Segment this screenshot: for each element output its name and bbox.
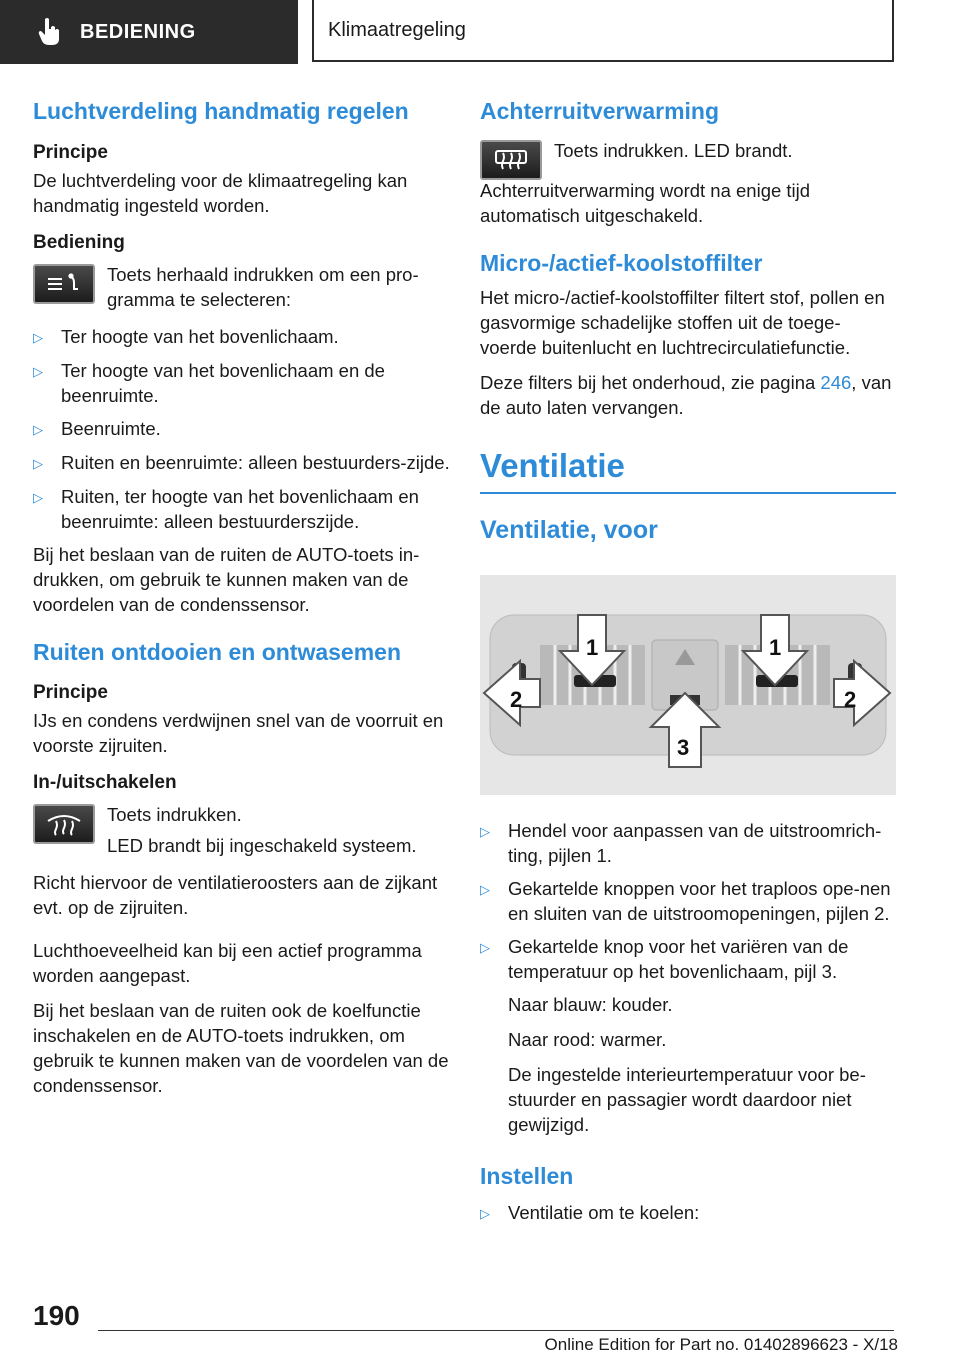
auto-text: Bij het beslaan van de ruiten de AUTO-toets in-drukken, om gebruik te kunnen maken van de voordelen van de condenssensor. bbox=[33, 543, 420, 615]
edition-text: Online Edition for Part no. 01402896623 - X/18 bbox=[544, 1335, 898, 1354]
sub-paragraph: De ingestelde interieurtemperatuur voor be-stuurder en passagier wordt daardoor niet gewijzigd. bbox=[508, 1063, 866, 1135]
triangle-bullet-icon: ▷ bbox=[33, 489, 43, 505]
instellen-list bbox=[480, 1200, 896, 1226]
triangle-bullet-icon: ▷ bbox=[480, 939, 490, 955]
inuit-heading: In-/uitschakelen bbox=[33, 772, 177, 794]
arrow-label-2: 2 bbox=[844, 686, 857, 712]
heading-ruiten-ontdooien: Ruiten ontdooien en ontwasemen bbox=[33, 638, 402, 665]
heading-koolstoffilter: Micro-/actief-koolstoffilter bbox=[480, 249, 763, 276]
rear-line1: Toets indrukken. LED brandt. bbox=[554, 139, 793, 161]
principe-text: De luchtverdeling voor de klimaatregeling kan handmatig ingesteld worden. bbox=[33, 169, 408, 216]
rear-defrost-button-row bbox=[480, 138, 896, 180]
list-item: ▷ Gekartelde knoppen voor het traploos ope-nen en sluiten van de uitstroomopeningen, pijlen 2. bbox=[480, 877, 891, 924]
list-item: ▷ Ruiten en beenruimte: alleen bestuurders-zijde. bbox=[33, 450, 451, 476]
heading-luchtverdeling: Luchtverdeling handmatig regelen bbox=[33, 98, 409, 124]
sub-paragraph: Naar blauw: kouder. bbox=[508, 993, 673, 1015]
triangle-bullet-icon: ▷ bbox=[33, 455, 43, 471]
triangle-bullet-icon: ▷ bbox=[33, 363, 43, 379]
heading-ventilatie-voor: Ventilatie, voor bbox=[480, 515, 658, 544]
principe2-text: IJs en condens verdwijnen snel van de voorruit en voorste zijruiten. bbox=[33, 710, 444, 757]
heading-instellen: Instellen bbox=[480, 1162, 574, 1189]
paragraph: Richt hiervoor de ventilatieroosters aan de zijkant evt. op de zijruiten. bbox=[33, 872, 438, 919]
triangle-bullet-icon: ▷ bbox=[33, 421, 43, 437]
section-label: BEDIENING bbox=[80, 20, 196, 43]
list-item: ▷ Ter hoogte van het bovenlichaam. bbox=[33, 324, 451, 350]
triangle-bullet-icon: ▷ bbox=[33, 329, 43, 345]
chapter-label: Klimaatregeling bbox=[328, 18, 466, 41]
chapter-title: Ventilatie bbox=[480, 447, 625, 485]
inuit-line1: Toets indrukken. bbox=[107, 804, 242, 826]
airflow-button-row bbox=[33, 262, 451, 318]
defrost-button-row bbox=[33, 802, 451, 864]
arrow-label-1: 1 bbox=[586, 634, 599, 660]
principe2-heading: Principe bbox=[33, 682, 108, 704]
filter-text: Het micro-/actief-koolstoffilter filtert stof, pollen en gasvormige schadelijke stoffen uit de toege-voerde buitenlucht en luchtrecirculatiefunctie. bbox=[480, 287, 885, 359]
list-item: ▷ Beenruimte. bbox=[33, 416, 451, 442]
heading-achterruitverwarming: Achterruitverwarming bbox=[480, 98, 720, 124]
bediening-text: Toets herhaald indrukken om een pro-gramma te selecteren: bbox=[107, 263, 419, 310]
airflow-button-icon bbox=[33, 264, 95, 304]
rear-window-defrost-icon bbox=[480, 140, 542, 180]
paragraph: Luchthoeveelheid kan bij een actief programma worden aangepast. bbox=[33, 940, 422, 987]
chapter-divider bbox=[480, 492, 896, 494]
front-vents-photo bbox=[480, 575, 896, 795]
bediening-heading: Bediening bbox=[33, 231, 125, 253]
paragraph: Bij het beslaan van de ruiten ook de koelfunctie inschakelen en de AUTO-toets indrukken, om gebruik te kunnen maken van de voordelen van de condenssensor. bbox=[33, 1000, 449, 1097]
triangle-bullet-icon: ▷ bbox=[480, 823, 490, 839]
list-item: ▷ Ruiten, ter hoogte van het bovenlichaam en beenruimte: alleen bestuurderszijde. bbox=[33, 485, 419, 532]
inuit-line2: LED brandt bij ingeschakeld systeem. bbox=[107, 835, 417, 857]
hand-pointer-icon bbox=[30, 12, 70, 52]
vent-controls-list bbox=[480, 818, 896, 984]
triangle-bullet-icon: ▷ bbox=[480, 881, 490, 897]
list-item: ▷ Gekartelde knop voor het variëren van de temperatuur op het bovenlichaam, pijl 3. bbox=[480, 935, 849, 982]
arrow-label-1: 1 bbox=[769, 634, 782, 660]
list-item: ▷ Ter hoogte van het bovenlichaam en de beenruimte. bbox=[33, 359, 385, 406]
airflow-program-list bbox=[33, 324, 451, 534]
page-link[interactable]: 246 bbox=[820, 372, 852, 394]
left-column bbox=[33, 98, 451, 1108]
footer-divider bbox=[98, 1330, 894, 1331]
page-number: 190 bbox=[33, 1300, 80, 1331]
section-tab bbox=[0, 0, 298, 64]
list-item: ▷ Hendel voor aanpassen van de uitstroomrich-ting, pijlen 1. bbox=[480, 819, 882, 866]
rear-line2: Achterruitverwarming wordt na enige tijd automatisch uitgeschakeld. bbox=[480, 179, 811, 226]
chapter-tab bbox=[312, 0, 894, 62]
list-item: ▷ Ventilatie om te koelen: bbox=[480, 1200, 896, 1226]
principe-heading: Principe bbox=[33, 141, 108, 163]
sub-paragraph: Naar rood: warmer. bbox=[508, 1028, 667, 1050]
arrow-label-3: 3 bbox=[677, 734, 690, 760]
filter-service-text: Deze filters bij het onderhoud, zie pagina 246, van de auto laten vervangen. bbox=[480, 372, 892, 419]
right-column bbox=[480, 98, 896, 1234]
windshield-defrost-icon bbox=[33, 804, 95, 844]
triangle-bullet-icon: ▷ bbox=[480, 1206, 490, 1222]
arrow-label-2: 2 bbox=[510, 686, 523, 712]
